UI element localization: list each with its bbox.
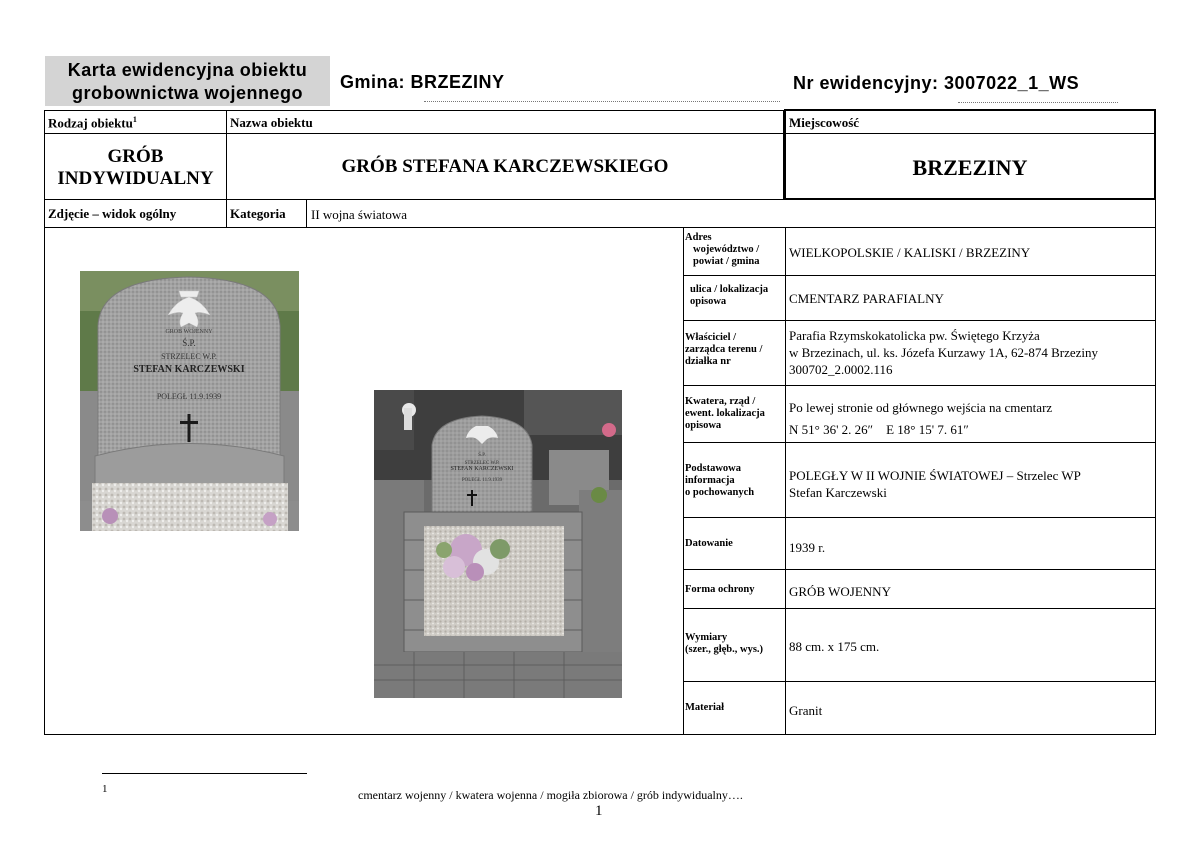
footnote-text: cmentarz wojenny / kwatera wojenna / mogiła zbiorowa / grób indywidualny…. xyxy=(358,788,743,802)
detail-label-wlasciciel: Właściciel / zarządca terenu / działka nr xyxy=(685,332,763,367)
label-kategoria: Kategoria xyxy=(230,206,286,221)
detail-label-adres: Adres województwo / powiat / gmina xyxy=(685,232,760,267)
card-title-line1: Karta ewidencyjna obiektu xyxy=(67,60,308,80)
dotted-underline-nr xyxy=(958,102,1118,103)
detail-value-datowanie: 1939 r. xyxy=(789,540,826,555)
detail-value-material: Granit xyxy=(789,703,823,718)
card-title xyxy=(45,56,330,106)
detail-label-ulica: ulica / lokalizacja opisowa xyxy=(690,284,769,307)
detail-value-adres: WIELKOPOLSKIE / KALISKI / BRZEZINY xyxy=(789,245,1031,260)
photo2-inscription-line4: POLEGŁ 11.9.1939 xyxy=(461,478,503,483)
detail-value-podstawowa-informacja: POLEGŁY W II WOJNIE ŚWIATOWEJ – Strzelec WP Stefan Karczewski xyxy=(789,468,1081,500)
footnote-separator xyxy=(102,773,307,774)
detail-label-kwatera: Kwatera, rząd / ewent. lokalizacja opisowa xyxy=(685,396,765,431)
footnote-number: 1 xyxy=(102,783,108,795)
detail-label-wymiary: Wymiary (szer., głęb., wys.) xyxy=(685,632,764,655)
label-nazwa-obiektu: Nazwa obiektu xyxy=(230,115,313,130)
photo2-inscription-line1: Ś.P. xyxy=(478,453,486,458)
photo2-inscription-line3: STEFAN KARCZEWSKI xyxy=(450,466,514,472)
detail-value-wymiary: 88 cm. x 175 cm. xyxy=(789,639,880,654)
label-zdjecie: Zdjęcie – widok ogólny xyxy=(48,206,177,221)
dotted-underline-gmina xyxy=(424,101,780,102)
card-title-line2: grobownictwa wojennego xyxy=(72,83,303,103)
photo-grave-overview xyxy=(374,390,622,698)
label-miejscowosc: Miejscowość xyxy=(789,115,860,130)
detail-value-wlasciciel: Parafia Rzymskokatolicka pw. Świętego Krzyża w Brzezinach, ul. ks. Józefa Kurzawy 1A, 62-874 Brzeziny 300702_2.0002.116 xyxy=(789,328,1099,377)
value-kategoria: II wojna światowa xyxy=(311,207,408,222)
photo-headstone-front xyxy=(80,271,299,531)
detail-value-kwatera: Po lewej stronie od głównego wejścia na cmentarz N 51° 36' 2. 26″ E 18° 15' 7. 61″ xyxy=(789,400,1053,437)
photo1-inscription-line1: GROB WOJENNY xyxy=(165,329,213,335)
photo1-inscription-line5: POLEGŁ 11.9.1939 xyxy=(156,392,222,401)
value-rodzaj-obiektu: GRÓB INDYWIDUALNY xyxy=(57,146,214,189)
photo1-inscription-line4: STEFAN KARCZEWSKI xyxy=(133,364,245,375)
gmina-label: Gmina: BRZEZINY xyxy=(340,72,505,92)
value-nazwa-obiektu: GRÓB STEFANA KARCZEWSKIEGO xyxy=(341,156,669,177)
label-rodzaj-obiektu: Rodzaj obiektu$^1$ xyxy=(48,115,137,131)
page-number: 1 xyxy=(595,803,603,819)
photo1-inscription-line2: Ś.P. xyxy=(182,338,196,348)
detail-label-datowanie: Datowanie xyxy=(685,538,733,549)
detail-label-forma-ochrony: Forma ochrony xyxy=(685,584,755,595)
detail-value-ulica: CMENTARZ PARAFIALNY xyxy=(789,291,944,306)
registry-number: Nr ewidencyjny: 3007022_1_WS xyxy=(793,73,1080,93)
photo1-inscription-line3: STRZELEC W.P. xyxy=(161,352,217,361)
detail-label-podstawowa-informacja: Podstawowa informacja o pochowanych xyxy=(685,463,755,498)
value-miejscowosc: BRZEZINY xyxy=(912,155,1028,180)
photo2-inscription-line2: STRZELEC W.P. xyxy=(464,461,500,466)
detail-label-material: Materiał xyxy=(685,702,725,713)
detail-value-forma-ochrony: GRÓB WOJENNY xyxy=(789,584,891,599)
